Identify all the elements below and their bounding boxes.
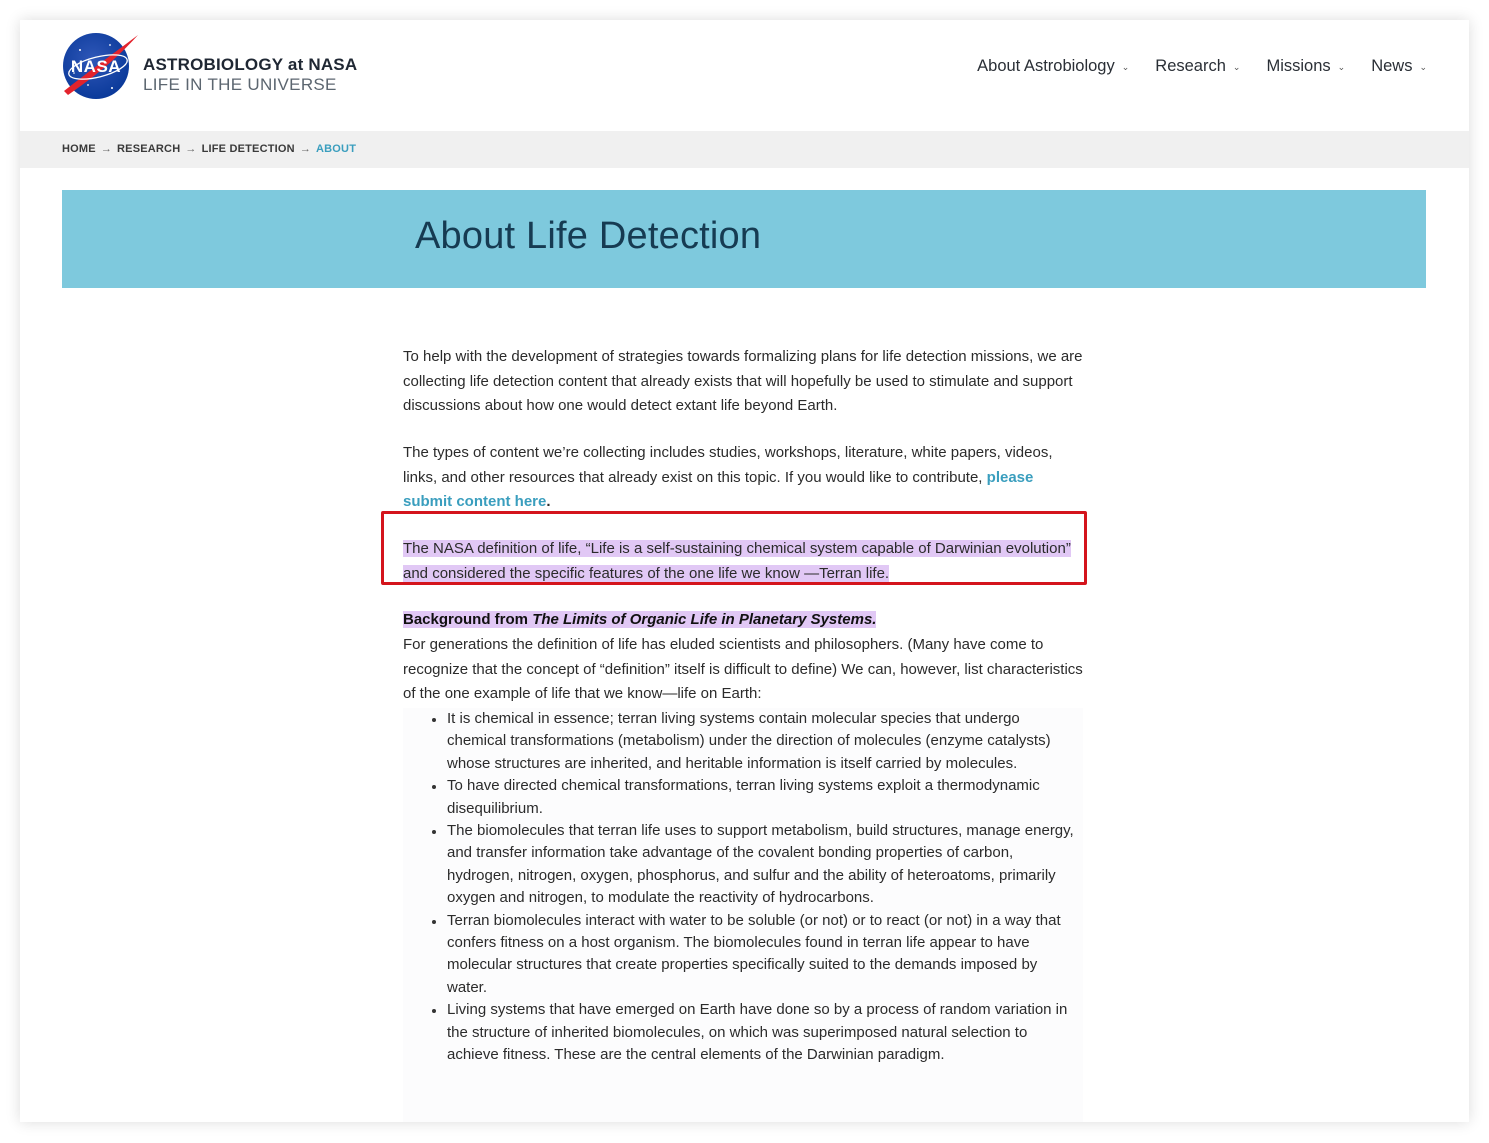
background-source: The Limits of Organic Life in Planetary Systems. <box>532 611 877 628</box>
breadcrumb-research[interactable]: RESEARCH <box>117 143 181 155</box>
breadcrumb-home[interactable]: HOME <box>62 143 96 155</box>
definition-text: The NASA definition of life, “Life is a self-sustaining chemical system capable of Darwinian evolution” and considered the specific features of the one life we know —Terran life. <box>403 540 1071 582</box>
nav-label: Research <box>1155 57 1226 75</box>
nav-label: About Astrobiology <box>977 57 1115 75</box>
list-item: To have directed chemical transformations, terran living systems exploit a thermodynamic disequilibrium. <box>447 775 1075 820</box>
contribute-text: The types of content we’re collecting includes studies, workshops, literature, white papers, videos, links, and other resources that already exist on this topic. If you would like to contribute, <box>403 444 1053 486</box>
breadcrumb-bar <box>20 131 1469 168</box>
nav-label: News <box>1371 57 1413 75</box>
brand-subtitle: LIFE IN THE UNIVERSE <box>143 75 337 94</box>
chevron-down-icon: ⌄ <box>1232 62 1241 72</box>
brand-title[interactable]: ASTROBIOLOGY at NASA <box>143 55 358 74</box>
nav-news[interactable] <box>1371 57 1427 76</box>
arrow-right-icon: → <box>100 143 113 155</box>
submit-content-link[interactable]: please submit content here <box>403 468 1034 510</box>
page-title: About Life Detection <box>415 215 762 257</box>
background-label <box>403 611 876 628</box>
characteristics-list <box>403 708 1083 1067</box>
chevron-down-icon: ⌄ <box>1419 62 1427 72</box>
background-intro: For generations the definition of life has eluded scientists and philosophers. (Many have come to recognize that the concept of “definition” itself is difficult to define) We can, however, list characteristics of the one example of life that we know—life on Earth: <box>403 636 1083 702</box>
background-label-text: Background from <box>403 611 533 628</box>
definition-paragraph <box>403 537 1083 586</box>
intro-paragraph: To help with the development of strategies towards formalizing plans for life detection missions, we are collecting life detection content that already exists that will hopefully be used to stimulate and support discussions about how one would detect extant life beyond Earth. <box>403 348 1083 414</box>
contribute-paragraph <box>403 441 1083 515</box>
page-frame <box>20 20 1469 1122</box>
nav-missions[interactable] <box>1266 57 1345 76</box>
hero-banner <box>62 190 1426 288</box>
list-item: It is chemical in essence; terran living systems contain molecular species that undergo chemical transformations (metabolism) under the direction of molecules (enzyme catalysts) whose structures are inherited, and heritable information is itself carried by molecules. <box>447 708 1075 775</box>
background-heading <box>403 608 1083 633</box>
list-item: Living systems that have emerged on Earth have done so by a process of random variation in the structure of inherited biomolecules, on which was superimposed natural selection to achieve fitness. These are the central elements of the Darwinian paradigm. <box>447 999 1075 1066</box>
contribute-period: . <box>546 493 551 510</box>
nav-about-astrobiology[interactable] <box>977 57 1129 76</box>
nav-label: Missions <box>1266 57 1331 75</box>
main-nav <box>977 57 1427 76</box>
breadcrumb <box>62 143 356 155</box>
svg-text:NASA: NASA <box>70 57 122 76</box>
list-item: Terran biomolecules interact with water to be soluble (or not) or to react (or not) in a way that confers fitness on a host organism. The biomolecules found in terran life appear to have molecular structures that create properties specifically suited to the demands imposed by water. <box>447 910 1075 1000</box>
breadcrumb-life-detection[interactable]: LIFE DETECTION <box>201 143 295 155</box>
arrow-right-icon: → <box>299 143 312 155</box>
chevron-down-icon: ⌄ <box>1337 62 1346 72</box>
characteristics-list-container <box>403 708 1083 1122</box>
breadcrumb-about[interactable]: ABOUT <box>316 143 357 155</box>
chevron-down-icon: ⌄ <box>1121 62 1130 72</box>
arrow-right-icon: → <box>185 143 197 155</box>
site-header <box>20 20 1469 131</box>
nasa-logo-icon[interactable] <box>62 33 138 101</box>
list-item: The biomolecules that terran life uses to support metabolism, build structures, manage energy, and transfer information take advantage of the covalent bonding properties of carbon, hydrogen, nitrogen, oxygen, phosphorus, and sulfur and the ability of heteroatoms, primarily oxygen and nitrogen, to modulate the reactivity of hydrocarbons. <box>447 820 1075 910</box>
nav-research[interactable] <box>1155 57 1240 76</box>
